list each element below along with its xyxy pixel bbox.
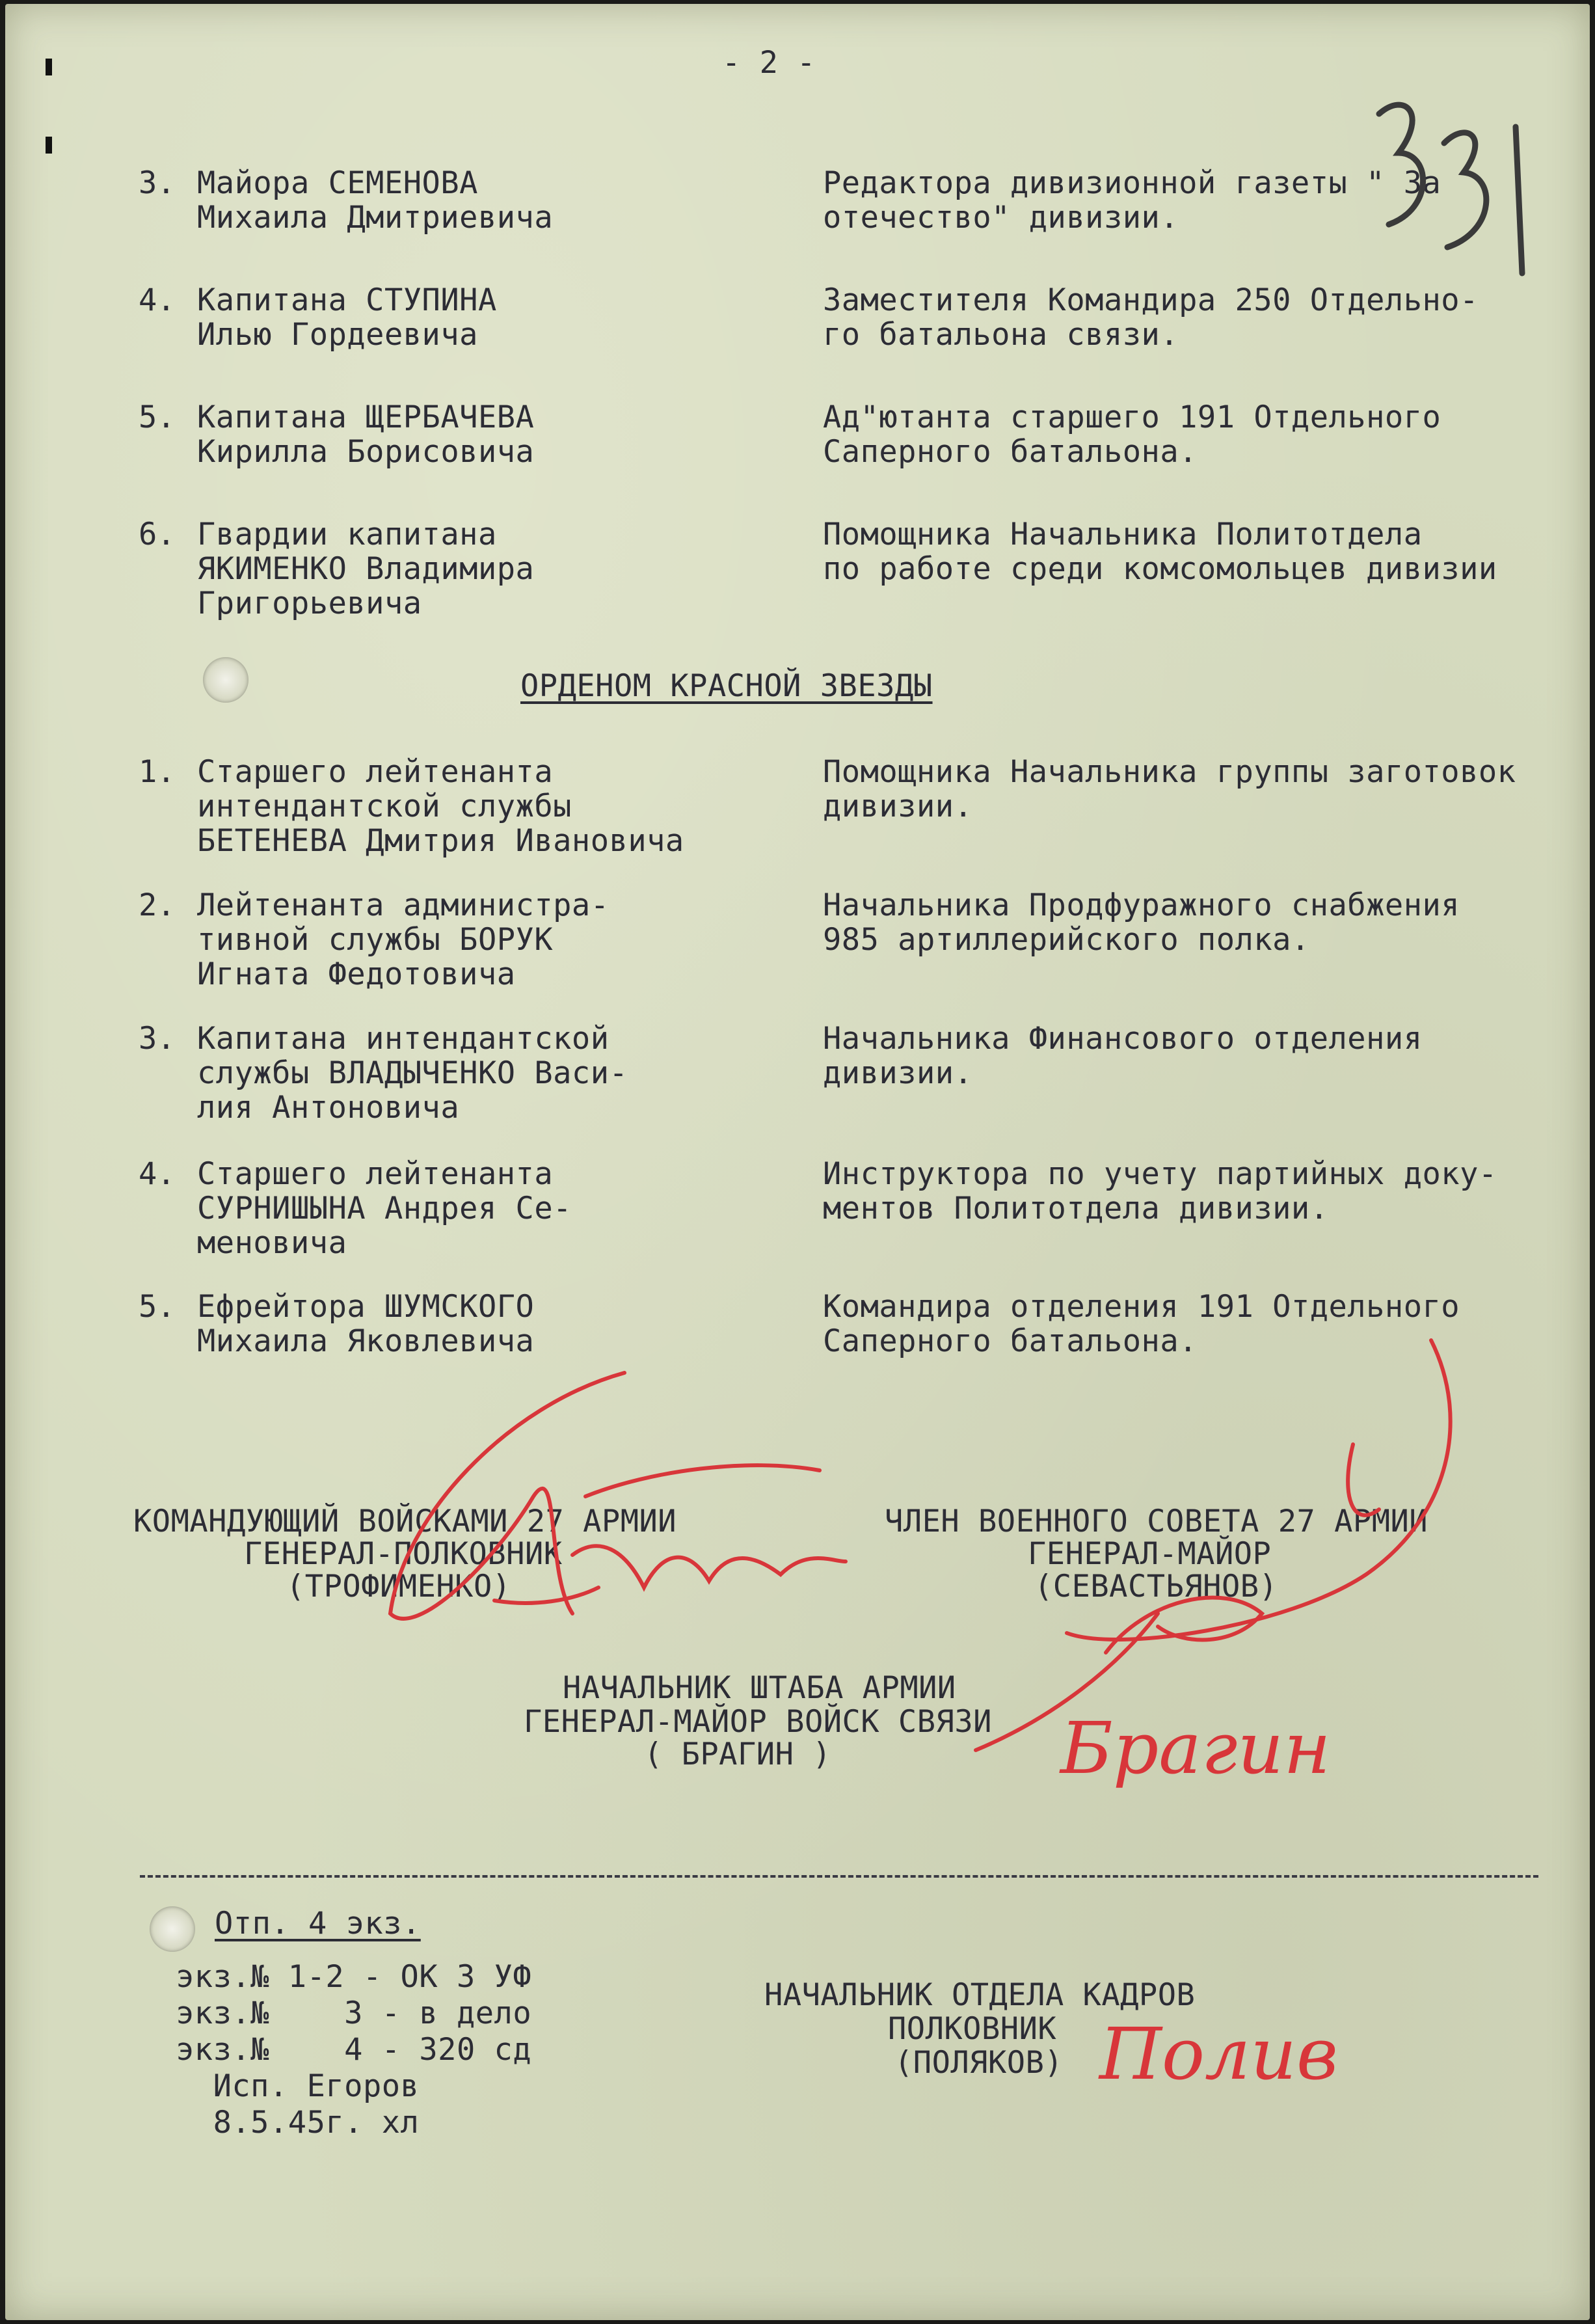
- signature-sevastyanov-scribble: [1067, 1340, 1451, 1653]
- section-heading: ОРДЕНОМ КРАСНОЙ ЗВЕЗДЫ: [520, 668, 933, 704]
- entry-name-line: Старшего лейтенанта: [197, 754, 554, 790]
- entry-position-line: Начальника Финансового отделения: [823, 1021, 1423, 1057]
- entry-number: 6.: [139, 517, 176, 552]
- handwritten-number-331: [1379, 105, 1522, 273]
- entry-position-line: Инструктора по учету партийных доку-: [823, 1156, 1497, 1192]
- entry-position-line: го батальона связи.: [823, 317, 1179, 353]
- signature-title: КОМАНДУЮЩИЙ ВОЙСКАМИ 27 АРМИИ: [133, 1504, 677, 1539]
- distribution-line: экз.№ 4 - 320 сд: [176, 2032, 532, 2068]
- entry-name-line: СУРНИШЫНА Андрея Се-: [197, 1191, 572, 1226]
- page-number: - 2 -: [722, 45, 816, 81]
- entry-number: 3.: [139, 165, 176, 201]
- entry-position-line: 985 артиллерийского полка.: [823, 922, 1310, 958]
- distribution-line: экз.№ 3 - в дело: [176, 1995, 532, 2031]
- entry-name-line: Старшего лейтенанта: [197, 1156, 554, 1192]
- entry-number: 2.: [139, 887, 176, 923]
- distribution-line: Исп. Егоров: [176, 2068, 420, 2104]
- entry-position-line: Саперного батальона.: [823, 1323, 1198, 1359]
- entry-name-line: БЕТЕНЕВА Дмитрия Ивановича: [197, 823, 684, 859]
- signature-name: ( БРАГИН ): [644, 1736, 831, 1772]
- signature-name: (ПОЛЯКОВ): [894, 2045, 1064, 2081]
- distribution-line: Отп. 4 экз.: [215, 1906, 421, 1941]
- entry-name-line: тивной службы БОРУК: [197, 922, 554, 958]
- signature-rank: ГЕНЕРАЛ-ПОЛКОВНИК: [244, 1536, 563, 1572]
- entry-name-line: Майора СЕМЕНОВА: [197, 165, 478, 201]
- entry-position-line: Помощника Начальника Политотдела: [823, 517, 1423, 552]
- entry-name-line: Михаила Дмитриевича: [197, 200, 554, 236]
- signature-bragin-text: Брагин: [1060, 1707, 1331, 1790]
- entry-name-line: Ефрейтора ШУМСКОГО: [197, 1289, 535, 1325]
- entry-position-line: Начальника Продфуражного снабжения: [823, 887, 1460, 923]
- entry-name-line: меновича: [197, 1225, 347, 1261]
- entry-number: 4.: [139, 1156, 176, 1192]
- entry-number: 3.: [139, 1021, 176, 1057]
- entry-position-line: Заместителя Командира 250 Отдельно-: [823, 282, 1479, 318]
- signature-rank: ГЕНЕРАЛ-МАЙОР: [1028, 1536, 1272, 1572]
- signature-bragin: [976, 1614, 1331, 1790]
- distribution-line: 8.5.45г. хл: [176, 2105, 420, 2141]
- entry-number: 5.: [139, 1289, 176, 1325]
- signature-rank: ПОЛКОВНИК: [888, 2011, 1057, 2047]
- signature-polyakov: [1098, 2012, 1338, 2096]
- entry-number: 1.: [139, 754, 176, 790]
- entry-position-line: Помощника Начальника группы заготовок: [823, 754, 1516, 790]
- entry-position-line: дивизии.: [823, 1055, 973, 1091]
- entry-name-line: интендантской службы: [197, 789, 572, 824]
- entry-name-line: Капитана ЩЕРБАЧЕВА: [197, 399, 535, 435]
- entry-number: 5.: [139, 399, 176, 435]
- entry-number: 4.: [139, 282, 176, 318]
- entry-name-line: ЯКИМЕНКО Владимира: [197, 551, 535, 587]
- entry-name-line: Кирилла Борисовича: [197, 434, 535, 470]
- entry-position-line: Саперного батальона.: [823, 434, 1198, 470]
- signature-trofimenko-scribble: [390, 1373, 846, 1619]
- entry-position-line: Ад"ютанта старшего 191 Отдельного: [823, 399, 1441, 435]
- signature-name: (СЕВАСТЬЯНОВ): [1034, 1569, 1278, 1604]
- entry-position-line: дивизии.: [823, 789, 973, 824]
- entry-name-line: лия Антоновича: [197, 1090, 460, 1126]
- entry-position-line: отечество" дивизии.: [823, 200, 1179, 236]
- signature-title: НАЧАЛЬНИК ОТДЕЛА КАДРОВ: [764, 1977, 1196, 2013]
- entry-name-line: Гвардии капитана: [197, 517, 497, 552]
- signature-title: ЧЛЕН ВОЕННОГО СОВЕТА 27 АРМИИ: [885, 1504, 1428, 1539]
- entry-name-line: службы ВЛАДЫЧЕНКО Васи-: [197, 1055, 628, 1091]
- entry-position-line: Редактора дивизионной газеты " За: [823, 165, 1441, 201]
- entry-name-line: Илью Гордеевича: [197, 317, 478, 353]
- signature-polyakov-text: Полив: [1099, 2012, 1339, 2096]
- entry-position-line: по работе среди комсомольцев дивизии: [823, 551, 1497, 587]
- entry-name-line: Капитана интендантской: [197, 1021, 610, 1057]
- entry-name-line: Игната Федотовича: [197, 956, 516, 992]
- entry-name-line: Григорьевича: [197, 586, 422, 621]
- entry-name-line: Капитана СТУПИНА: [197, 282, 497, 318]
- signature-name: (ТРОФИМЕНКО): [286, 1569, 511, 1604]
- signature-rank: ГЕНЕРАЛ-МАЙОР ВОЙСК СВЯЗИ: [524, 1704, 992, 1740]
- entry-name-line: Лейтенанта администра-: [197, 887, 610, 923]
- signature-title: НАЧАЛЬНИК ШТАБА АРМИИ: [563, 1670, 956, 1706]
- distribution-line: экз.№ 1-2 - ОК 3 УФ: [176, 1959, 532, 1995]
- entry-name-line: Михаила Яковлевича: [197, 1323, 535, 1359]
- entry-position-line: Командира отделения 191 Отдельного: [823, 1289, 1460, 1325]
- entry-position-line: ментов Политотдела дивизии.: [823, 1191, 1329, 1226]
